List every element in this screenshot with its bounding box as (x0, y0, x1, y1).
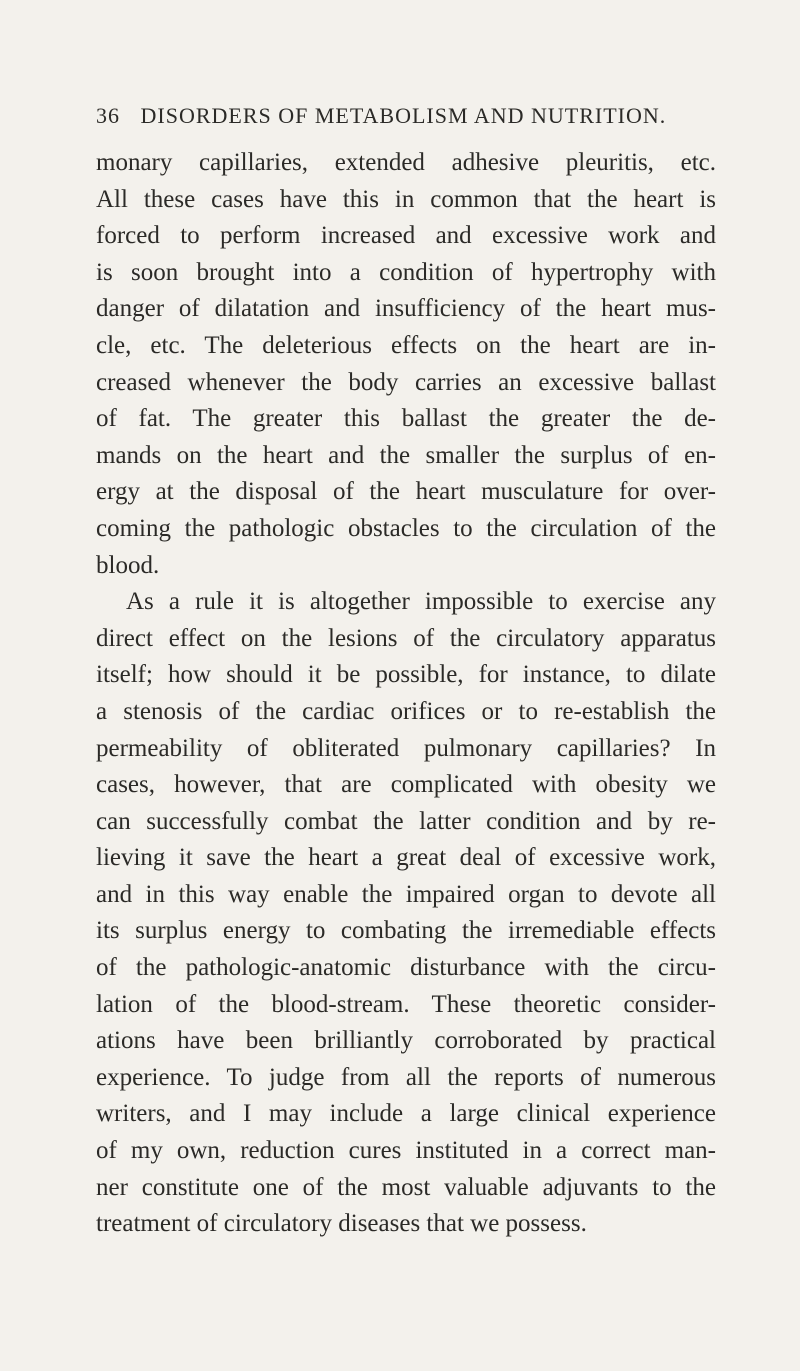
text-line: can successfully combat the latter condition and by re- (96, 807, 716, 835)
page-number: 36 (96, 103, 120, 128)
text-line: a stenosis of the cardiac orifices or to re-establish the (96, 697, 716, 725)
text-line: lieving it save the heart a great deal of excessive work, (96, 844, 716, 872)
text-line: cases, however, that are complicated with obesity we (96, 771, 716, 799)
text-line: forced to perform increased and excessive work and (96, 222, 716, 250)
text-line: treatment of circulatory diseases that we possess. (96, 1210, 587, 1238)
text-line: and in this way enable the impaired organ to devote all (96, 880, 716, 908)
paragraph-1 (96, 145, 716, 584)
text-line: monary capillaries, extended adhesive pleuritis, etc. (96, 149, 716, 176)
page-header (96, 96, 716, 136)
text-line: itself; how should it be possible, for instance, to dilate (96, 661, 716, 689)
body-text (96, 145, 716, 1243)
text-line: permeability of obliterated pulmonary capillaries? In (96, 734, 716, 762)
text-line: is soon brought into a condition of hypertrophy with (96, 258, 716, 286)
text-line: lation of the blood-stream. These theoretic consider- (96, 990, 716, 1018)
text-line: its surplus energy to combating the irremediable effects (96, 917, 716, 945)
text-line: All these cases have this in common that the heart is (96, 185, 716, 213)
text-line: danger of dilatation and insufficiency of the heart mus- (96, 295, 716, 323)
text-line: blood. (96, 551, 160, 579)
text-line: ations have been brilliantly corroborated by practical (96, 1027, 716, 1055)
text-line: ergy at the disposal of the heart musculature for over- (96, 478, 716, 506)
text-line: As a rule it is altogether impossible to exercise any (126, 588, 716, 616)
text-line: creased whenever the body carries an excessive ballast (96, 368, 716, 396)
text-line: coming the pathologic obstacles to the circulation of the (96, 514, 716, 542)
running-title: DISORDERS OF METABOLISM AND NUTRITION. (140, 103, 667, 128)
text-line: writers, and I may include a large clinical experience (96, 1100, 716, 1128)
text-line: of fat. The greater this ballast the greater the de- (96, 405, 716, 433)
paragraph-2 (96, 584, 716, 1243)
text-line: of the pathologic-anatomic disturbance with the circu- (96, 954, 716, 982)
text-line: of my own, reduction cures instituted in a correct man- (96, 1137, 716, 1165)
text-line: mands on the heart and the smaller the surplus of en- (96, 441, 716, 469)
text-line: direct effect on the lesions of the circulatory apparatus (96, 624, 716, 652)
text-line: ner constitute one of the most valuable adjuvants to the (96, 1173, 716, 1201)
text-line: experience. To judge from all the reports of numerous (96, 1063, 716, 1091)
text-line: cle, etc. The deleterious effects on the heart are in- (96, 331, 716, 359)
